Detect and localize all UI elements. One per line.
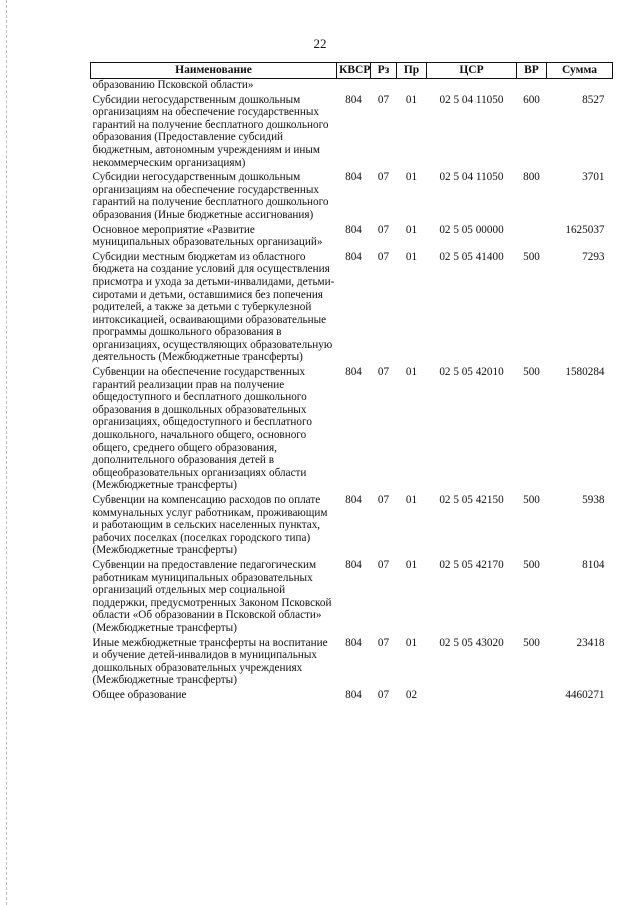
- row-vr: 600: [523, 93, 540, 106]
- header-pr: Пр: [397, 63, 427, 79]
- row-pr: 01: [405, 93, 418, 106]
- row-sum: 23418: [576, 636, 605, 649]
- row-name: образованию Псковской области»: [92, 79, 254, 91]
- header-rz: Рз: [371, 63, 397, 79]
- row-kvsr: 804: [345, 558, 362, 571]
- row-kvsr: 804: [345, 93, 362, 106]
- row-rz: 07: [377, 223, 390, 236]
- row-kvsr: 804: [345, 250, 362, 263]
- row-pr: 01: [405, 171, 418, 184]
- row-vr: [517, 689, 547, 704]
- table-row: [91, 79, 613, 94]
- page-number: 22: [313, 36, 327, 51]
- table-row: [91, 637, 613, 689]
- table-row: [91, 494, 613, 559]
- row-sum: 7293: [582, 250, 605, 263]
- header-row: [91, 63, 613, 79]
- row-vr: 500: [523, 636, 540, 649]
- row-rz: 07: [377, 366, 390, 379]
- row-kvsr: 804: [345, 223, 362, 236]
- table-row: [91, 94, 613, 172]
- row-rz: 07: [377, 688, 390, 701]
- row-rz: 07: [377, 93, 390, 106]
- row-rz: 07: [377, 558, 390, 571]
- row-kvsr: 804: [345, 636, 362, 649]
- row-sum: 5938: [582, 494, 605, 506]
- row-name: Иные межбюджетные трансферты на воспитание и обучение детей-инвалидов в муниципальных дошкольных образовательных учреждениях (Межбюджетные трансферты): [92, 636, 328, 687]
- row-rz: 07: [377, 636, 390, 649]
- row-pr: 01: [405, 250, 418, 263]
- row-name: Субвенции на компенсацию расходов по оплате коммунальных услуг работникам, проживающим и работающим в сельских населенных пунктах, рабочих поселках (поселках городского типа) (Межбюджетные трансферты): [92, 494, 328, 557]
- row-pr: 01: [405, 366, 418, 379]
- row-pr: 01: [405, 494, 418, 506]
- row-pr: 01: [405, 636, 418, 649]
- header-name: Наименование: [91, 63, 337, 79]
- row-vr: [517, 79, 547, 94]
- scan-edge: [6, 0, 8, 905]
- row-rz: 07: [377, 494, 390, 506]
- row-csr: 02 5 05 43020: [439, 636, 504, 649]
- header-csr: ЦСР: [427, 63, 517, 79]
- table-row: [91, 366, 613, 494]
- row-kvsr: 804: [345, 494, 362, 506]
- row-sum: 4460271: [565, 688, 605, 701]
- row-kvsr: 804: [345, 688, 362, 701]
- row-kvsr: 804: [345, 171, 362, 184]
- table-row: [91, 251, 613, 366]
- row-name: Субсидии местным бюджетам из областного бюджета на создание условий для осуществления присмотра и ухода за детьми-инвалидами, детьми-сиротами и детьми, оставшимися без попечения родителей, а также за детьми с туберкулезной интоксикацией, осваивающими образовательные программы дошкольного образования в организациях, осуществляющих образовательную деятельность (Межбюджетные трансферты): [92, 250, 335, 364]
- row-vr: 500: [523, 558, 540, 571]
- row-sum: 8527: [582, 93, 605, 106]
- row-kvsr: [337, 79, 371, 94]
- row-csr: 02 5 05 00000: [439, 223, 504, 236]
- table-row: [91, 171, 613, 223]
- row-rz: 07: [377, 250, 390, 263]
- row-vr: 500: [523, 494, 540, 506]
- row-pr: 01: [405, 223, 418, 236]
- row-csr: 02 5 04 11050: [439, 93, 504, 106]
- header-vr: ВР: [517, 63, 547, 79]
- table-body: [91, 79, 613, 704]
- row-vr: [517, 224, 547, 251]
- row-sum: 1580284: [565, 366, 605, 379]
- row-rz: 07: [377, 171, 390, 184]
- row-csr: 02 5 04 11050: [439, 171, 504, 184]
- header-kvsr: КВСР: [337, 63, 371, 79]
- row-sum: 3701: [582, 171, 605, 184]
- row-csr: [427, 689, 517, 704]
- row-sum: [547, 79, 613, 94]
- row-pr: 01: [405, 558, 418, 571]
- row-pr: 02: [405, 688, 418, 701]
- header-sum: Сумма: [547, 63, 613, 79]
- table-row: [91, 689, 613, 704]
- row-vr: 500: [523, 366, 540, 379]
- row-rz: [371, 79, 397, 94]
- row-csr: 02 5 05 41400: [439, 250, 504, 263]
- row-csr: [427, 79, 517, 94]
- row-csr: 02 5 05 42010: [439, 366, 504, 379]
- table-row: [91, 559, 613, 637]
- table-row: [91, 224, 613, 251]
- row-csr: 02 5 05 42170: [439, 558, 504, 571]
- row-name: Субсидии негосударственным дошкольным организациям на обеспечение государственных гарантий на получение бесплатного дошкольного образования (Предоставление субсидий бюджетным, автономным учреждениям и иным некоммерческим организациям): [92, 93, 329, 169]
- row-vr: 500: [523, 250, 540, 263]
- row-name: Субвенции на предоставление педагогическим работникам муниципальных образовательных организаций отдельных мер социальной поддержки, предусмотренных Законом Псковской области «Об образовании в Псковской области» (Межбюджетные трансферты): [92, 558, 332, 634]
- row-name: Субвенции на обеспечение государственных гарантий реализации прав на получение общедоступного и бесплатного дошкольного образования в дошкольных образовательных организациях, общедоступного и бесплатного дошкольного, начального общего, основного общего, среднего общего образования, дополнительного образования детей в общеобразовательных организациях области (Межбюджетные трансферты): [92, 366, 312, 492]
- row-name: Основное мероприятие «Развитие муниципальных образовательных организаций»: [92, 223, 323, 249]
- row-pr: [397, 79, 427, 94]
- row-name: Общее образование: [92, 688, 187, 701]
- budget-table: [90, 62, 613, 704]
- row-kvsr: 804: [345, 366, 362, 379]
- row-vr: 800: [523, 171, 540, 184]
- row-sum: 8104: [582, 558, 605, 571]
- row-name: Субсидии негосударственным дошкольным организациям на обеспечение государственных гарантий на получение бесплатного дошкольного образования (Иные бюджетные ассигнования): [92, 171, 329, 221]
- row-csr: 02 5 05 42150: [439, 494, 504, 506]
- row-sum: 1625037: [565, 223, 605, 236]
